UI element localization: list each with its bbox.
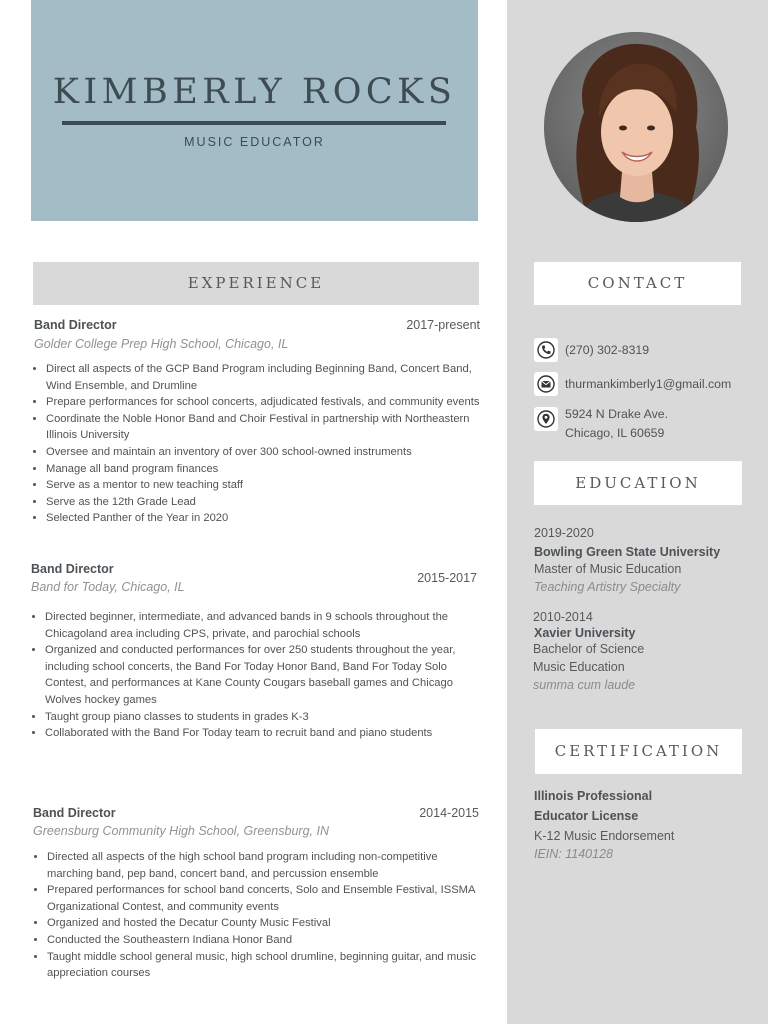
education-2-major: Music Education	[533, 660, 625, 674]
candidate-name: KIMBERLY ROCKS	[52, 72, 457, 112]
job-2-organization: Band for Today, Chicago, IL	[31, 580, 185, 594]
certification-title-line2: Educator License	[534, 809, 639, 823]
experience-heading: EXPERIENCE	[33, 262, 479, 305]
contact-email[interactable]: thurmankimberly1@gmail.com	[565, 377, 732, 391]
name-underline-divider	[62, 121, 446, 125]
contact-heading: CONTACT	[534, 262, 741, 305]
education-2-detail: summa cum laude	[533, 678, 636, 692]
education-2-school: Xavier University	[534, 626, 636, 640]
location-pin-icon	[534, 407, 558, 431]
list-item: • Serve as the 12th Grade Lead	[46, 494, 486, 511]
list-item: • Conducted the Southeastern Indiana Honor Band	[47, 932, 477, 949]
job-1-title: Band Director	[34, 318, 117, 332]
job-2-dates: 2015-2017	[417, 571, 477, 585]
list-item: • Prepared performances for school band concerts, Solo and Ensemble Festival, ISSMA Organizational Contest, and community events	[47, 882, 477, 915]
contact-address-line2: Chicago, IL 60659	[565, 426, 665, 440]
job-3-duties	[34, 849, 477, 982]
certification-id: IEIN: 1140128	[534, 847, 613, 861]
list-item: • Taught group piano classes to students in grades K-3	[45, 709, 485, 726]
job-3-title: Band Director	[33, 806, 116, 820]
education-2-degree: Bachelor of Science	[533, 642, 645, 656]
list-item: • Prepare performances for school concerts, adjudicated festivals, and community events	[46, 394, 486, 411]
certification-title-line1: Illinois Professional	[534, 789, 653, 803]
list-item: • Direct all aspects of the GCP Band Program including Beginning Band, Concert Band, Wind Ensemble, and Drumline	[46, 361, 486, 394]
mail-icon	[534, 372, 558, 396]
contact-phone[interactable]: (270) 302-8319	[565, 343, 650, 357]
job-3-dates: 2014-2015	[419, 806, 479, 820]
job-3-organization: Greensburg Community High School, Greensburg, IN	[33, 824, 329, 838]
education-2-years: 2010-2014	[533, 610, 593, 624]
portrait-illustration	[544, 32, 728, 222]
job-1-dates: 2017-present	[406, 318, 480, 332]
list-item: • Oversee and maintain an inventory of over 300 school-owned instruments	[46, 444, 486, 461]
education-heading: EDUCATION	[534, 461, 742, 505]
certification-endorsement: K-12 Music Endorsement	[534, 829, 675, 843]
certification-heading: CERTIFICATION	[535, 729, 742, 774]
list-item: • Coordinate the Noble Honor Band and Choir Festival in partnership with Northeastern Illinois University	[46, 411, 486, 444]
list-item: • Organized and conducted performances for over 250 students throughout the year, including school concerts, the Band For Today Honor Band, Band For Today Solo Contest, and performances at Kane County Cougars baseball games and Chicago Wolves hockey games	[45, 642, 485, 708]
profile-photo	[544, 32, 728, 222]
job-1-duties	[33, 361, 486, 527]
list-item: • Manage all band program finances	[46, 461, 486, 478]
contact-address-line1: 5924 N Drake Ave.	[565, 407, 668, 421]
phone-icon	[534, 338, 558, 362]
list-item: • Directed beginner, intermediate, and advanced bands in 9 schools throughout the Chicagoland area including CPS, private, and parochial schools	[45, 609, 485, 642]
education-1-degree: Master of Music Education	[534, 562, 682, 576]
list-item: • Serve as a mentor to new teaching staff	[46, 477, 486, 494]
job-2-duties	[32, 609, 485, 742]
list-item: • Taught middle school general music, high school drumline, beginning guitar, and music appreciation courses	[47, 949, 477, 982]
list-item: • Directed all aspects of the high school band program including non-competitive marching band, pep band, concert band, and percussion ensemble	[47, 849, 477, 882]
education-1-detail: Teaching Artistry Specialty	[534, 580, 681, 594]
header-banner	[31, 0, 478, 221]
candidate-subtitle: MUSIC EDUCATOR	[184, 135, 325, 149]
education-1-years: 2019-2020	[534, 526, 594, 540]
list-item: • Collaborated with the Band For Today team to recruit band and piano students	[45, 725, 485, 742]
job-1-organization: Golder College Prep High School, Chicago, IL	[34, 337, 289, 351]
list-item: • Organized and hosted the Decatur County Music Festival	[47, 915, 477, 932]
job-2-title: Band Director	[31, 562, 114, 576]
education-1-school: Bowling Green State University	[534, 545, 721, 559]
list-item: • Selected Panther of the Year in 2020	[46, 510, 486, 527]
